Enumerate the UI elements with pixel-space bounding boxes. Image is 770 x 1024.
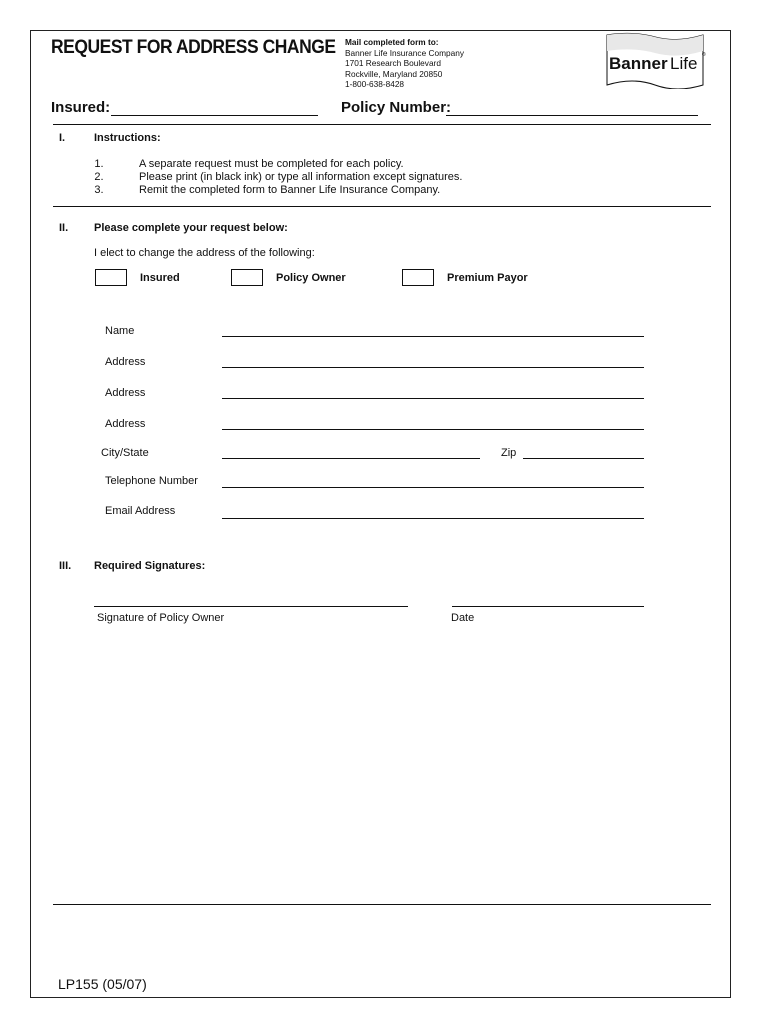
instruction-1-number: 1. <box>94 158 104 170</box>
address-2-label: Address <box>105 387 146 399</box>
form-title: REQUEST FOR ADDRESS CHANGE <box>51 37 336 58</box>
city-state-input-line[interactable] <box>222 458 480 459</box>
signature-input-line[interactable] <box>94 606 408 607</box>
date-input-line[interactable] <box>452 606 644 607</box>
insured-checkbox-label: Insured <box>140 272 180 284</box>
mail-to-block <box>345 37 464 90</box>
signature-label: Signature of Policy Owner <box>97 612 225 624</box>
section-2-title: Please complete your request below: <box>94 222 288 234</box>
instruction-numbers <box>91 158 107 197</box>
mail-line-company: Banner Life Insurance Company <box>345 47 464 58</box>
date-label: Date <box>451 612 475 624</box>
address-2-input-line[interactable] <box>222 398 644 399</box>
policy-owner-checkbox[interactable] <box>231 269 263 286</box>
instruction-3-number: 3. <box>94 184 104 196</box>
logo-word-life: Life <box>670 54 698 73</box>
banner-life-logo <box>603 31 709 89</box>
name-input-line[interactable] <box>222 336 644 337</box>
policy-number-label: Policy Number: <box>341 99 452 116</box>
instruction-1-text: A separate request must be completed for each policy. <box>139 158 404 170</box>
policy-owner-checkbox-label: Policy Owner <box>276 272 346 284</box>
address-1-input-line[interactable] <box>222 367 644 368</box>
divider-bottom <box>53 904 711 905</box>
name-label: Name <box>105 325 135 337</box>
section-3-number: III. <box>59 560 72 572</box>
address-3-label: Address <box>105 418 146 430</box>
elect-text: I elect to change the address of the following: <box>94 247 315 259</box>
divider-top <box>53 124 711 125</box>
form-page <box>30 30 731 998</box>
registered-mark: ® <box>702 52 706 58</box>
section-1-title: Instructions: <box>94 132 161 144</box>
mail-line-street: 1701 Research Boulevard <box>345 58 441 69</box>
logo-word-banner: Banner <box>609 54 668 73</box>
telephone-input-line[interactable] <box>222 487 644 488</box>
address-3-input-line[interactable] <box>222 429 644 430</box>
form-code: LP155 (05/07) <box>58 976 147 992</box>
premium-payor-checkbox[interactable] <box>402 269 434 286</box>
mail-line-phone: 1-800-638-8428 <box>345 79 405 90</box>
telephone-label: Telephone Number <box>105 475 198 487</box>
section-1-number: I. <box>59 132 66 144</box>
address-1-label: Address <box>105 356 146 368</box>
email-input-line[interactable] <box>222 518 644 519</box>
policy-number-input-line[interactable] <box>446 115 698 116</box>
zip-input-line[interactable] <box>523 458 644 459</box>
mail-line-city: Rockville, Maryland 20850 <box>345 68 443 79</box>
zip-label: Zip <box>501 447 517 459</box>
section-2-number: II. <box>59 222 69 234</box>
divider-section-2 <box>53 206 711 207</box>
instruction-2-text: Please print (in black ink) or type all information except signatures. <box>139 171 463 183</box>
instruction-list <box>139 158 462 197</box>
insured-label: Insured: <box>51 99 111 116</box>
instruction-3-text: Remit the completed form to Banner Life Insurance Company. <box>139 184 441 196</box>
email-label: Email Address <box>105 505 176 517</box>
insured-input-line[interactable] <box>111 115 318 116</box>
instruction-2-number: 2. <box>94 171 104 183</box>
mail-heading: Mail completed form to: <box>345 37 439 47</box>
insured-checkbox[interactable] <box>95 269 127 286</box>
section-3-title: Required Signatures: <box>94 560 206 572</box>
premium-payor-checkbox-label: Premium Payor <box>447 272 528 284</box>
city-state-label: City/State <box>101 447 149 459</box>
